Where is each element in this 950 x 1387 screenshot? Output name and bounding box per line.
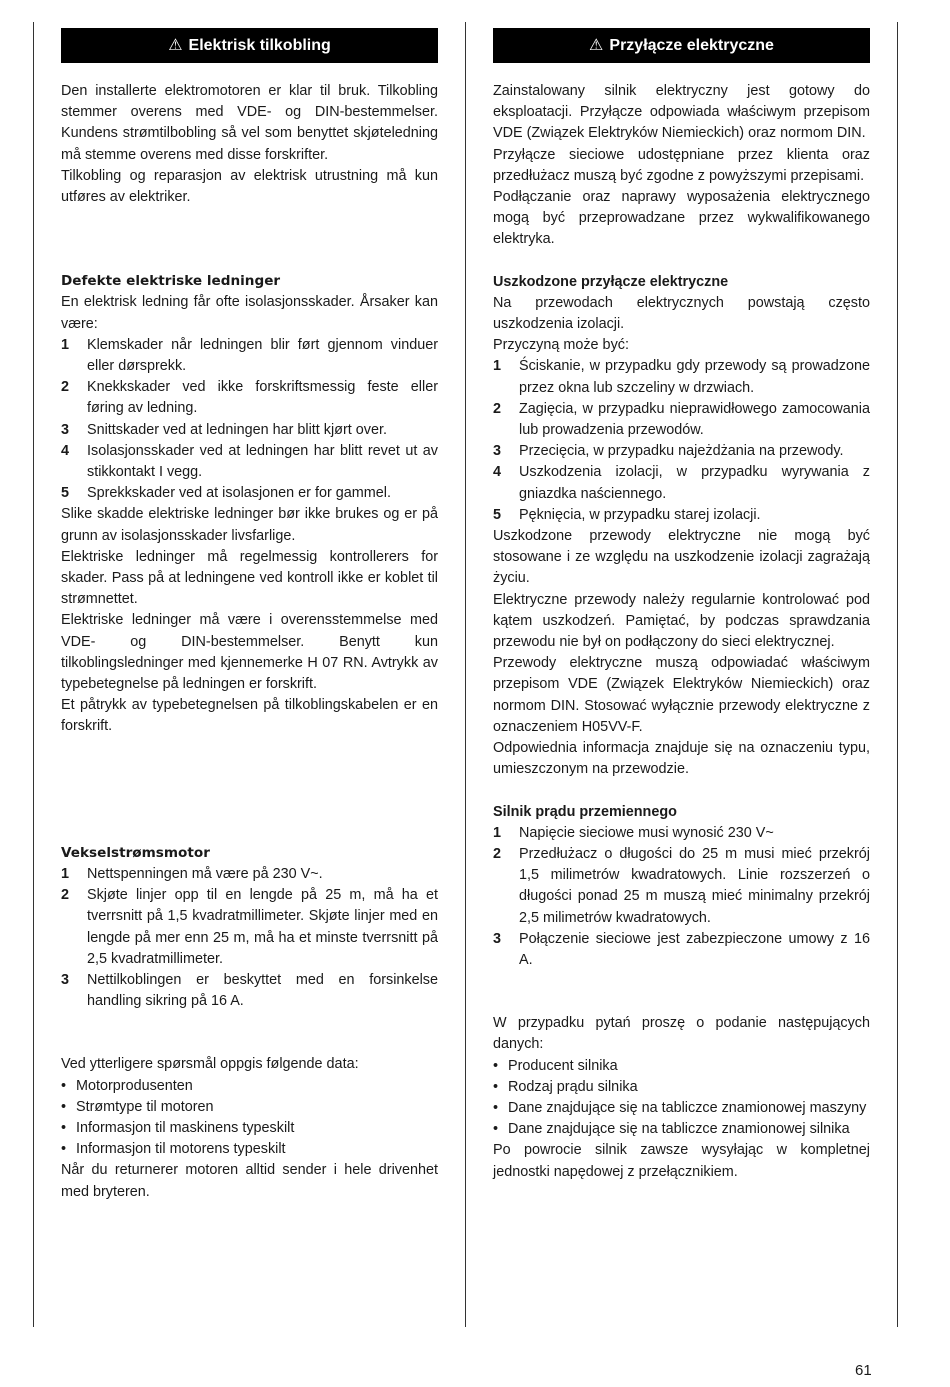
list-number: 3 [493,930,502,947]
numbered-list [493,823,870,971]
paragraph: W przypadku pytań proszę o podanie następujących danych: [493,1015,870,1053]
paragraph: Elektryczne przewody należy regularnie kontrolować pod kątem uszkodzeń. Pamiętać, by podczas sprawdzania przewodu nie był on podłączony do sieci elektrycznej. [493,591,870,651]
paragraph: Den installerte elektromotoren er klar til bruk. Tilkobling stemmer overens med VDE- og DIN-bestemmelser. Kundens strømtilbobling så vel som benyttet skjøteledning må stemme overens med disse forskrifter. [61,83,438,163]
bullet: • [493,1121,499,1138]
list-number: 1 [493,824,502,841]
list-text: Strømtype til motoren [76,1098,214,1115]
list-number: 4 [493,464,502,481]
warning-icon: ⚠ [589,37,604,54]
list-item [61,483,438,504]
list-text: Nettspenningen må være på 230 V~. [87,865,323,882]
list-item [493,844,870,929]
subheading: Defekte elektriske ledninger [61,273,281,290]
right-column [493,28,870,1183]
list-number: 1 [61,865,70,882]
list-number: 2 [61,379,70,396]
paragraph: Przewody elektryczne muszą odpowiadać właściwym przepisom VDE (Związek Elektryków Niemieckich) oraz normom DIN. Stosować wyłącznie przewody elektryczne z oznaczeniem H05VV-F. [493,655,870,735]
subheading: Vekselstrømsmotor [61,844,210,861]
list-item [493,356,870,398]
list-item [61,970,438,1012]
paragraph: Po powrocie silnik zawsze wysyłając w kompletnej jednostki napędowej z przełącznikiem. [493,1142,870,1180]
list-text: Skjøte linjer opp til en lengde på 25 m, må ha et tverrsnitt på 1,5 kvadratmillimeter. Skjøte linjer med en lengde på mer enn 25 m, må ha et minste tverrsnitt på 2,5 kvadratmillimeter. [87,887,438,967]
paragraph: Når du returnerer motoren alltid sender i hele drivenhet med bryteren. [61,1162,438,1200]
list-item [61,441,438,483]
paragraph: Przyczyną może być: [493,337,629,354]
list-item [493,1098,870,1119]
numbered-list [61,335,438,505]
list-text: Ściskanie, w przypadku gdy przewody są prowadzone przez okna lub szczeliny w drzwiach. [519,358,870,396]
list-text: Informasjon til maskinens typeskilt [76,1119,295,1136]
paragraph: Podłączanie oraz naprawy wyposażenia elektrycznego mogą być przeprowadzane przez wykwalifikowanego elektryka. [493,189,870,248]
section-header-right [493,28,870,63]
list-item [493,1077,870,1098]
list-item [493,1056,870,1077]
numbered-list [61,864,438,1012]
list-text: Dane znajdujące się na tabliczce znamionowej maszyny [508,1099,867,1116]
list-number: 5 [493,506,502,523]
paragraph: Tilkobling og reparasjon av elektrisk utrustning må kun utføres av elektriker. [61,167,438,206]
list-text: Motorprodusenten [76,1077,193,1094]
paragraph: Uszkodzone przewody elektryczne nie mogą być stosowane i ze względu na uszkodzenie izolacji zagrażają życiu. [493,528,870,587]
column-rule-center [465,22,466,1327]
list-item [493,462,870,504]
bullet: • [493,1057,499,1074]
list-text: Pęknięcia, w przypadku starej izolacji. [519,506,761,523]
list-item [493,399,870,441]
list-item [61,864,438,885]
column-rule-left [33,22,34,1327]
paragraph: Odpowiednia informacja znajduje się na oznaczeniu typu, umieszczonym na przewodzie. [493,740,870,778]
list-text: Przedłużacz o długości do 25 m musi mieć przekrój 1,5 milimetrów kwadratowych. Linie rozszerzeń o długości ponad 25 m muszą mieć minimalny przekrój 2,5 milimetrów kwadratowych. [519,845,870,926]
list-text: Rodzaj prądu silnika [508,1078,638,1095]
bullet: • [493,1099,499,1116]
list-text: Informasjon til motorens typeskilt [76,1141,286,1158]
bullet: • [61,1141,67,1158]
list-text: Przecięcia, w przypadku najeżdżania na przewody. [519,443,844,460]
list-number: 3 [61,971,70,988]
list-item [493,505,870,526]
paragraph: Przyłącze sieciowe udostępniane przez klienta oraz przedłużacz muszą być zgodne z powyższymi przepisami. [493,146,870,184]
list-item [493,929,870,971]
list-text: Połączenie sieciowe jest zabezpieczone umowy z 16 A. [519,930,870,968]
list-text: Snittskader ved at ledningen har blitt kjørt over. [87,421,387,438]
numbered-list [493,356,870,526]
list-number: 1 [61,336,70,353]
paragraph: Et påtrykk av typebetegnelsen på tilkoblingskabelen er en forskrift. [61,697,438,735]
bullet: • [61,1098,67,1115]
list-item [61,1118,438,1139]
list-item [61,420,438,441]
section-body [493,81,870,1183]
list-item [61,377,438,419]
list-number: 2 [493,400,502,417]
bullet: • [61,1119,67,1136]
list-number: 1 [493,358,502,375]
paragraph: Elektriske ledninger må være i overensstemmelse med VDE- og DIN-bestemmelser. Benytt kun tilkoblingsledninger med kjennemerke H 07 RN. Avtrykk av typebetegnelse på ledningen er forskrift. [61,612,438,693]
list-number: 2 [61,887,70,904]
subheading: Silnik prądu przemiennego [493,803,677,820]
bullet: • [61,1077,67,1094]
paragraph: Zainstalowany silnik elektryczny jest gotowy do eksploatacji. Przyłącze odpowiada właściwym przepisom VDE (Związek Elektryków Niemieckich) oraz normom DIN. [493,83,870,142]
list-text: Napięcie sieciowe musi wynosić 230 V~ [519,824,774,841]
list-item [493,1119,870,1140]
list-text: Sprekkskader ved at isolasjonen er for gammel. [87,485,391,502]
list-text: Klemskader når ledningen blir ført gjennom vinduer eller dørsprekk. [87,336,438,375]
list-item [61,335,438,377]
page-number: 61 [855,1362,872,1379]
warning-icon: ⚠ [168,37,183,54]
list-number: 4 [61,442,70,459]
list-text: Zagięcia, w przypadku nieprawidłowego zamocowania lub prowadzenia przewodów. [519,400,870,439]
paragraph: En elektrisk ledning får ofte isolasjonsskader. Årsaker kan være: [61,294,438,332]
list-item [61,1139,438,1160]
list-item [61,885,438,970]
section-title: Przyłącze elektryczne [609,37,774,54]
paragraph: Slike skadde elektriske ledninger bør ikke brukes og er på grunn av isolasjonsskader livsfarlige. [61,506,438,544]
section-body [61,81,438,1203]
paragraph: Elektriske ledninger må regelmessig kontrollerers for skader. Pass på at ledningene ved kontroll ikke er koblet til strømnettet. [61,548,438,608]
list-item [61,1097,438,1118]
list-item [493,441,870,462]
list-item [61,1076,438,1097]
list-number: 2 [493,845,502,862]
bullet-list [493,1056,870,1141]
list-number: 3 [61,421,70,438]
list-text: Dane znajdujące się na tabliczce znamionowej silnika [508,1121,850,1138]
list-number: 5 [61,485,70,502]
column-rule-right [897,22,898,1327]
list-item [493,823,870,844]
list-text: Isolasjonsskader ved at ledningen har blitt revet ut av stikkontakt I vegg. [87,442,438,481]
bullet: • [493,1078,499,1095]
list-text: Uszkodzenia izolacji, w przypadku wyrywania z gniazdka naściennego. [519,464,870,502]
list-number: 3 [493,443,502,460]
section-title: Elektrisk tilkobling [188,37,331,54]
bullet-list [61,1076,438,1161]
section-header-left [61,28,438,63]
paragraph: Ved ytterligere spørsmål oppgis følgende data: [61,1056,359,1073]
subheading: Uszkodzone przyłącze elektryczne [493,273,729,290]
left-column [61,28,438,1203]
paragraph: Na przewodach elektrycznych powstają często uszkodzenia izolacji. [493,294,870,333]
list-text: Nettilkoblingen er beskyttet med en forsinkelse handling sikring på 16 A. [87,971,438,1010]
list-text: Knekkskader ved ikke forskriftsmessig feste eller føring av ledning. [87,379,438,417]
list-text: Producent silnika [508,1057,618,1074]
